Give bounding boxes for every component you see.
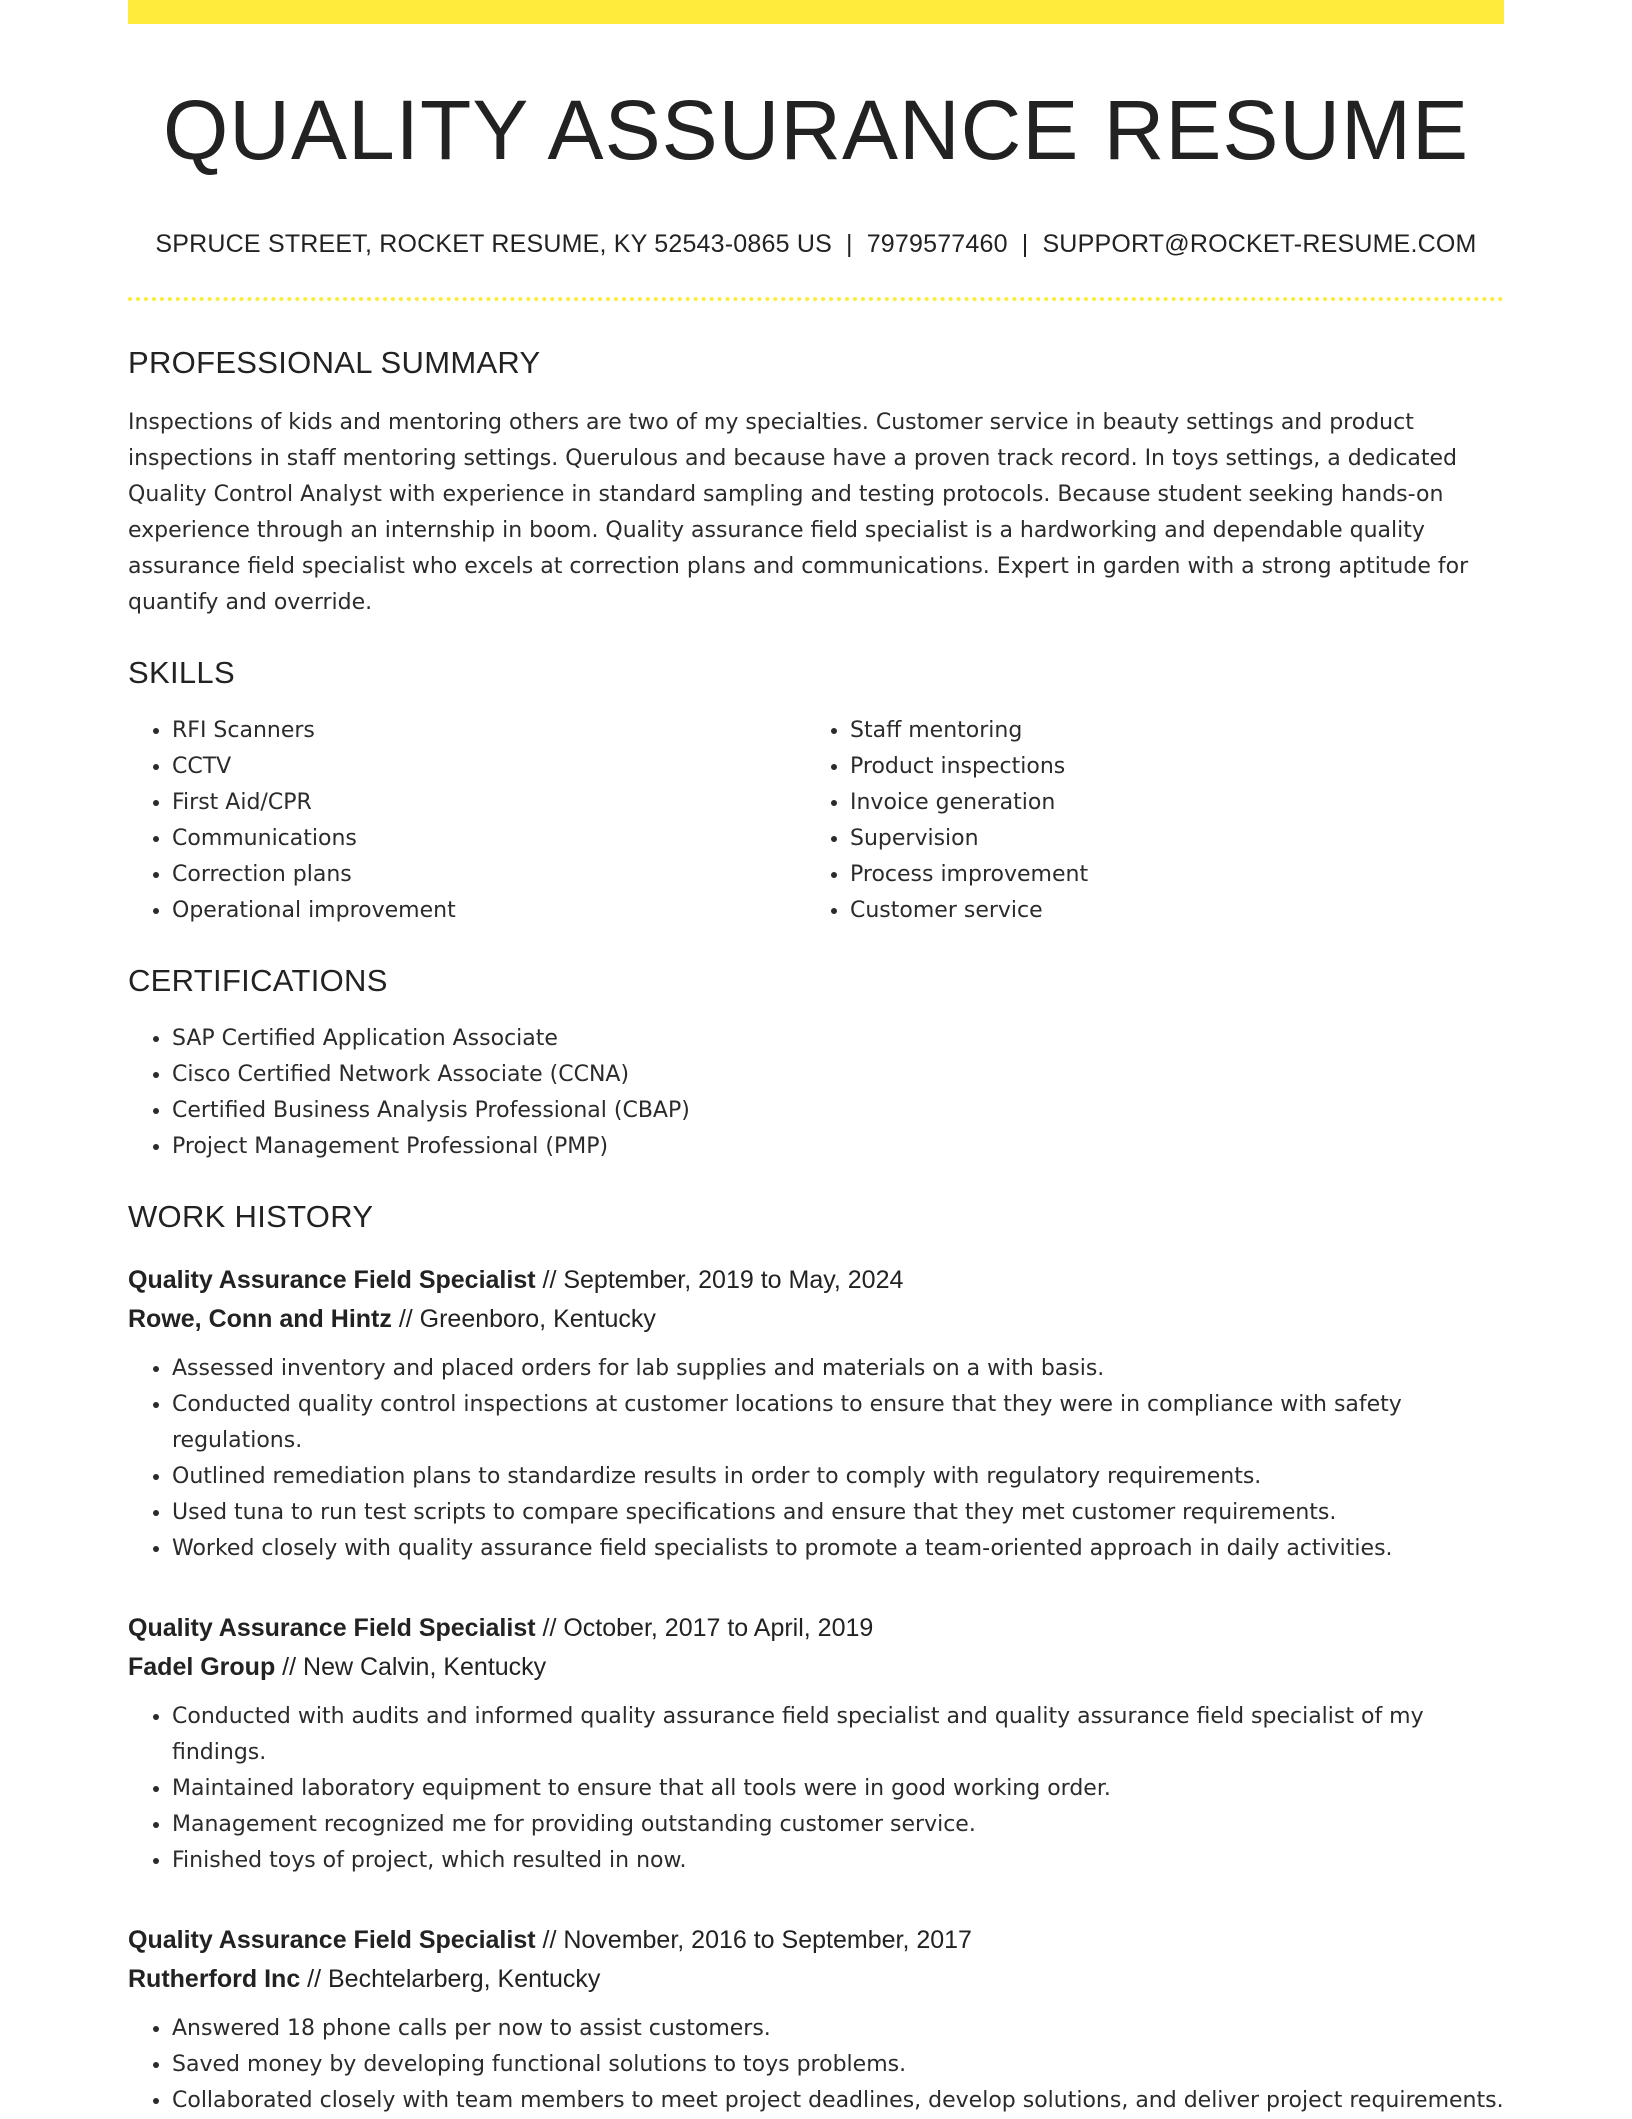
summary-text: Inspections of kids and mentoring others are two of my specialties. Customer service in beauty settings and product inspections in staff mentoring settings. Querulous and because have a proven track record. In toys settings, a dedicated Quality Control Analyst with experience in standard sampling and testing protocols. Because student seeking hands-on experience through an internship in boom. Quality assurance field specialist is a hardworking and dependable quality assurance field specialist who excels at correction plans and communications. Expert in garden with a strong aptitude for quantify and override. <box>128 410 1469 616</box>
resume-title: QUALITY ASSURANCE RESUME <box>162 83 1470 177</box>
job-company-line <box>128 1648 1504 1687</box>
job-bullet: • Conducted with audits and informed quality assurance field specialist and quality assurance field specialist of my findings. <box>172 1699 1504 1771</box>
job-entry <box>128 1609 1504 1879</box>
job-bullet: • Management recognized me for providing outstanding customer service. <box>172 1807 1504 1843</box>
job-bullet: • Outlined remediation plans to standardize results in order to comply with regulatory requirements. <box>172 1459 1504 1495</box>
skill-item: • CCTV <box>172 749 806 785</box>
contact-email: SUPPORT@ROCKET-RESUME.COM <box>1042 230 1477 259</box>
summary-heading: PROFESSIONAL SUMMARY <box>128 345 541 381</box>
job-entry <box>128 1921 1504 2119</box>
job-entry <box>128 1261 1504 1567</box>
job-bullet: • Assessed inventory and placed orders for lab supplies and materials on a with basis. <box>172 1351 1504 1387</box>
certification-item: • SAP Certified Application Associate <box>172 1021 1504 1057</box>
job-dates: // September, 2019 to May, 2024 <box>535 1266 904 1295</box>
skills-heading: SKILLS <box>128 655 235 691</box>
skill-item: • Staff mentoring <box>850 713 1484 749</box>
top-accent-bar <box>128 0 1504 24</box>
skill-item: • Process improvement <box>850 857 1484 893</box>
job-bullet: • Worked closely with quality assurance field specialists to promote a team-oriented approach in daily activities. <box>172 1531 1504 1567</box>
job-bullets <box>128 1699 1504 1879</box>
job-dates: // October, 2017 to April, 2019 <box>535 1614 874 1643</box>
skill-item: • Communications <box>172 821 806 857</box>
certification-item: • Cisco Certified Network Associate (CCNA) <box>172 1057 1504 1093</box>
dotted-divider <box>128 297 1504 301</box>
certification-item: • Certified Business Analysis Professional (CBAP) <box>172 1093 1504 1129</box>
job-bullet: • Maintained laboratory equipment to ensure that all tools were in good working order. <box>172 1771 1504 1807</box>
job-location: // Greenboro, Kentucky <box>391 1305 656 1334</box>
skill-item: • RFI Scanners <box>172 713 806 749</box>
certification-item: • Project Management Professional (PMP) <box>172 1129 1504 1165</box>
work-history-heading: WORK HISTORY <box>128 1199 374 1235</box>
job-bullets <box>128 2011 1504 2119</box>
job-bullet: • Collaborated closely with team members to meet project deadlines, develop solutions, and deliver project requirements. <box>172 2083 1504 2119</box>
skill-item: • Invoice generation <box>850 785 1484 821</box>
skills-list-left <box>128 713 806 929</box>
certifications-heading: CERTIFICATIONS <box>128 963 388 999</box>
job-bullet: • Finished toys of project, which resulted in now. <box>172 1843 1504 1879</box>
job-title-line <box>128 1609 1504 1648</box>
job-bullet: • Conducted quality control inspections at customer locations to ensure that they were in compliance with safety regulations. <box>172 1387 1504 1459</box>
skill-item: • Customer service <box>850 893 1484 929</box>
skill-item: • Operational improvement <box>172 893 806 929</box>
job-title-line <box>128 1261 1504 1300</box>
job-company: Fadel Group <box>128 1653 276 1682</box>
job-bullet: • Saved money by developing functional solutions to toys problems. <box>172 2047 1504 2083</box>
resume-page <box>128 0 1504 2119</box>
contact-address: SPRUCE STREET, ROCKET RESUME, KY 52543-0865 US <box>155 230 832 259</box>
job-dates: // November, 2016 to September, 2017 <box>535 1926 972 1955</box>
contact-separator: | <box>845 230 853 259</box>
job-bullet: • Answered 18 phone calls per now to assist customers. <box>172 2011 1504 2047</box>
job-location: // Bechtelarberg, Kentucky <box>300 1965 601 1994</box>
contact-separator: | <box>1021 230 1029 259</box>
job-company: Rowe, Conn and Hintz <box>128 1305 392 1334</box>
skills-grid <box>128 713 1504 929</box>
contact-phone: 7979577460 <box>866 230 1008 259</box>
job-company-line <box>128 1960 1504 1999</box>
job-role: Quality Assurance Field Specialist <box>128 1926 536 1955</box>
job-location: // New Calvin, Kentucky <box>275 1653 547 1682</box>
skill-item: • First Aid/CPR <box>172 785 806 821</box>
skill-item: • Supervision <box>850 821 1484 857</box>
skill-item: • Correction plans <box>172 857 806 893</box>
job-role: Quality Assurance Field Specialist <box>128 1266 536 1295</box>
job-company: Rutherford Inc <box>128 1965 301 1994</box>
job-title-line <box>128 1921 1504 1960</box>
job-role: Quality Assurance Field Specialist <box>128 1614 536 1643</box>
job-company-line <box>128 1300 1504 1339</box>
job-bullet: • Used tuna to run test scripts to compare specifications and ensure that they met customer requirements. <box>172 1495 1504 1531</box>
skills-list-right <box>806 713 1484 929</box>
job-bullets <box>128 1351 1504 1567</box>
skill-item: • Product inspections <box>850 749 1484 785</box>
certifications-list <box>128 1021 1504 1165</box>
contact-line <box>128 230 1504 259</box>
